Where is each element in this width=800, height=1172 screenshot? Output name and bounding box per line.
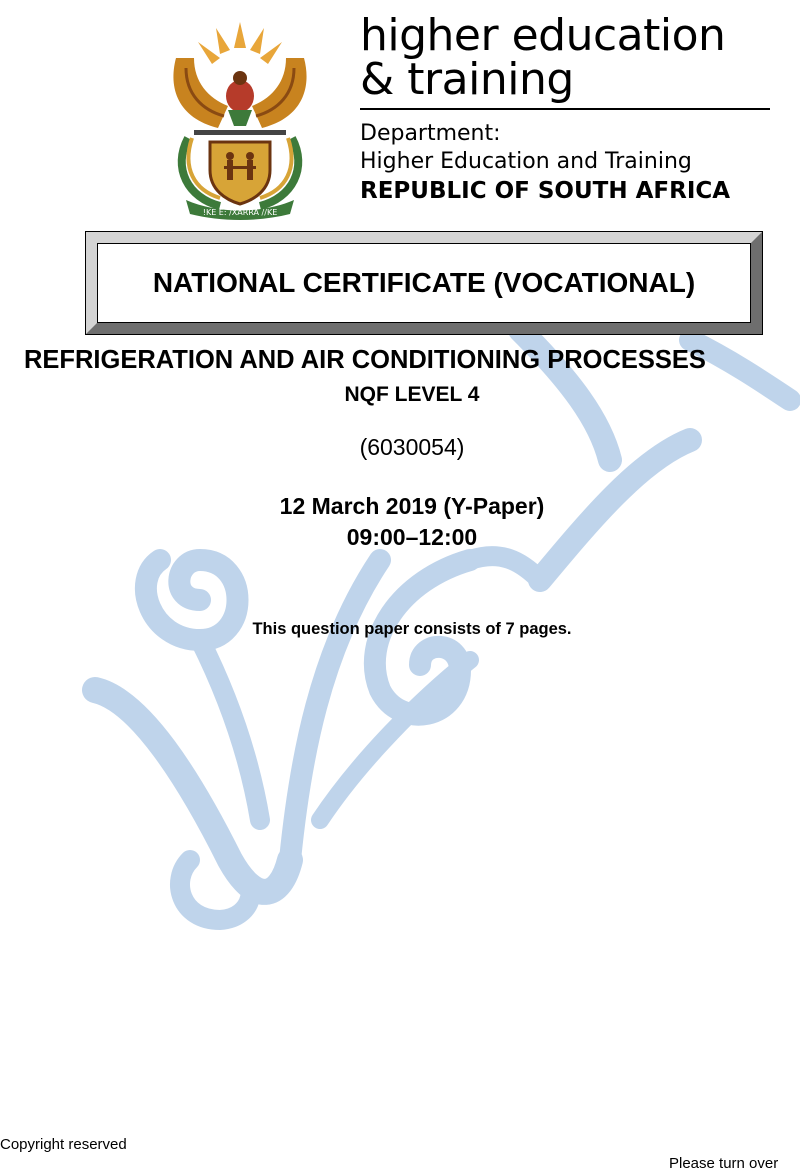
crest-motto: !KE E: /XARRA //KE: [202, 208, 278, 217]
brand-subtitle: & training: [360, 54, 574, 105]
department-name: Higher Education and Training: [360, 149, 692, 174]
exam-date: 12 March 2019 (Y-Paper): [279, 493, 545, 519]
certificate-banner: [86, 232, 762, 334]
certificate-title: NATIONAL CERTIFICATE (VOCATIONAL): [97, 243, 751, 323]
country-name: REPUBLIC OF SOUTH AFRICA: [360, 178, 731, 204]
exam-time: 09:00–12:00: [346, 524, 478, 550]
subject-title: REFRIGERATION AND AIR CONDITIONING PROCESSES: [24, 346, 706, 374]
nqf-level: NQF LEVEL 4: [344, 383, 480, 406]
copyright-notice: Copyright reserved: [0, 1136, 127, 1153]
coat-of-arms-logo: [158, 18, 322, 220]
department-label: Department:: [360, 121, 501, 146]
brand-divider: [360, 108, 770, 110]
subject-code: (6030054): [359, 434, 465, 460]
page-count-note: This question paper consists of 7 pages.: [252, 620, 572, 638]
department-brand: [360, 10, 780, 206]
brand-title: higher education: [360, 10, 726, 61]
turn-over-note: Please turn over: [669, 1155, 779, 1172]
